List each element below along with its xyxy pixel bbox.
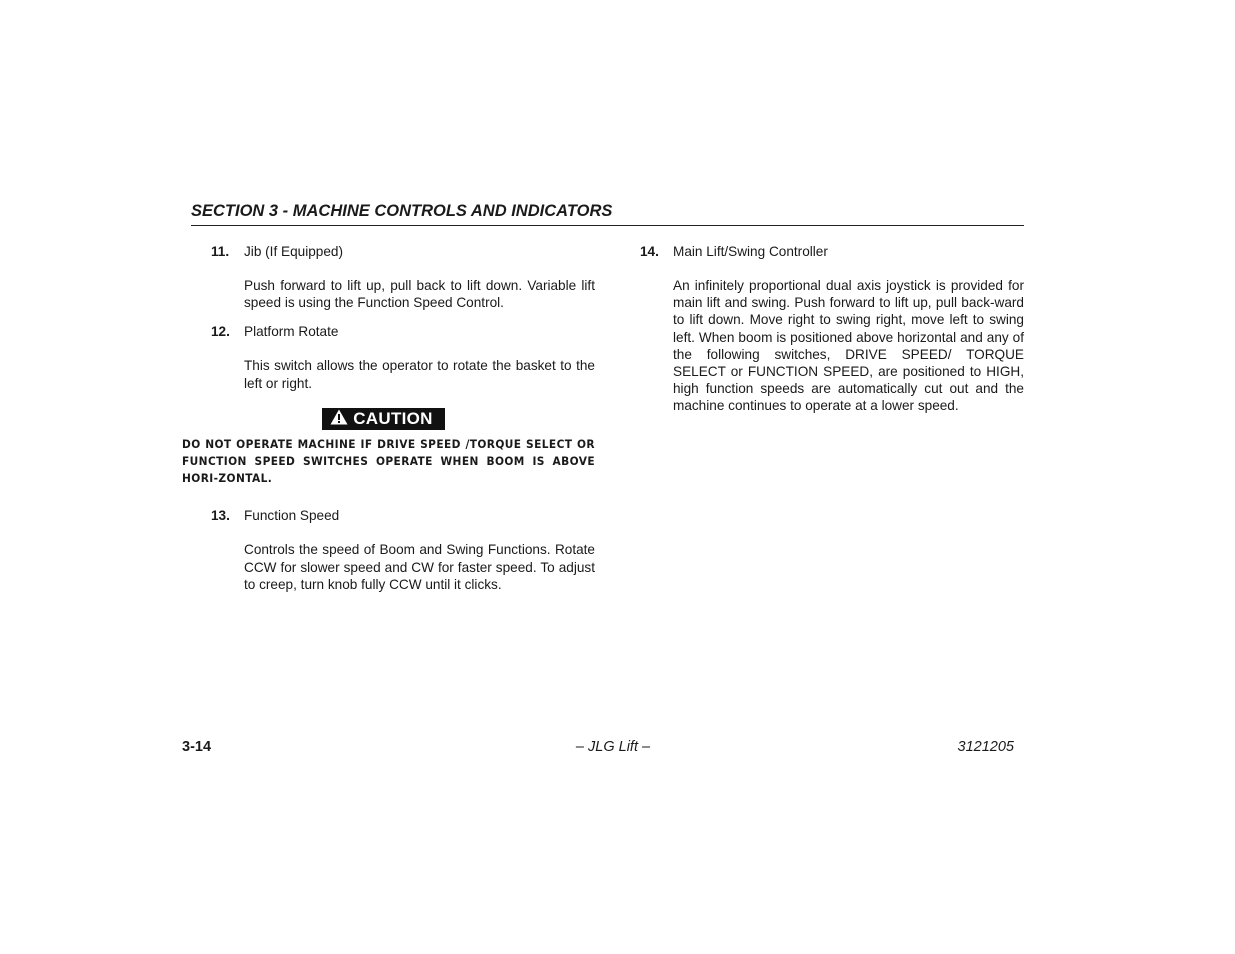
left-column: [182, 241, 595, 593]
item-12: [182, 323, 595, 391]
item-body: An infinitely proportional dual axis joystick is provided for main lift and swing. Push forward to lift up, pull back-ward to lift down. Move right to swing right, move left to swing left. When boom is positioned above horizontal and any of the following switches, DRIVE SPEED/ TORQUE SELECT or FUNCTION SPEED, are positioned to HIGH, high function speeds are automatically cut out and the machine continues to operate at a lower speed.: [673, 278, 1024, 414]
page-number: 3-14: [182, 739, 212, 755]
item-body: This switch allows the operator to rotate the basket to the left or right.: [244, 358, 595, 391]
document-number: 3121205: [957, 739, 1014, 755]
item-body: Controls the speed of Boom and Swing Functions. Rotate CCW for slower speed and CW for faster speed. To adjust to creep, turn knob fully CCW until it clicks.: [244, 542, 595, 592]
item-title: Jib (If Equipped): [244, 244, 343, 259]
item-title: Function Speed: [244, 508, 340, 524]
item-14: [640, 243, 1024, 415]
item-number: 14.: [640, 244, 659, 259]
footer-brand: – JLG Lift –: [575, 739, 651, 755]
item-title: Main Lift/Swing Controller: [673, 244, 828, 259]
caution-text: DO NOT OPERATE MACHINE IF DRIVE SPEED /TORQUE SELECT OR FUNCTION SPEED SWITCHES OPERATE WHEN BOOM IS ABOVE HORI-ZONTAL.: [182, 436, 595, 486]
section-title: SECTION 3 - MACHINE CONTROLS AND INDICATORS: [191, 202, 1024, 226]
warning-triangle-icon: [330, 409, 348, 428]
item-number: 12.: [211, 324, 230, 340]
caution-label: CAUTION: [353, 409, 433, 429]
item-number: 13.: [211, 508, 230, 524]
caution-badge: [322, 408, 445, 430]
item-13: [182, 507, 595, 593]
item-body: Push forward to lift up, pull back to lift down. Variable lift speed is using the Function Speed Control.: [244, 278, 595, 311]
item-title: Platform Rotate: [244, 324, 339, 340]
item-number: 11.: [211, 244, 230, 259]
right-column: [640, 241, 1024, 415]
caution-banner: [182, 408, 595, 432]
item-11: [182, 243, 595, 311]
